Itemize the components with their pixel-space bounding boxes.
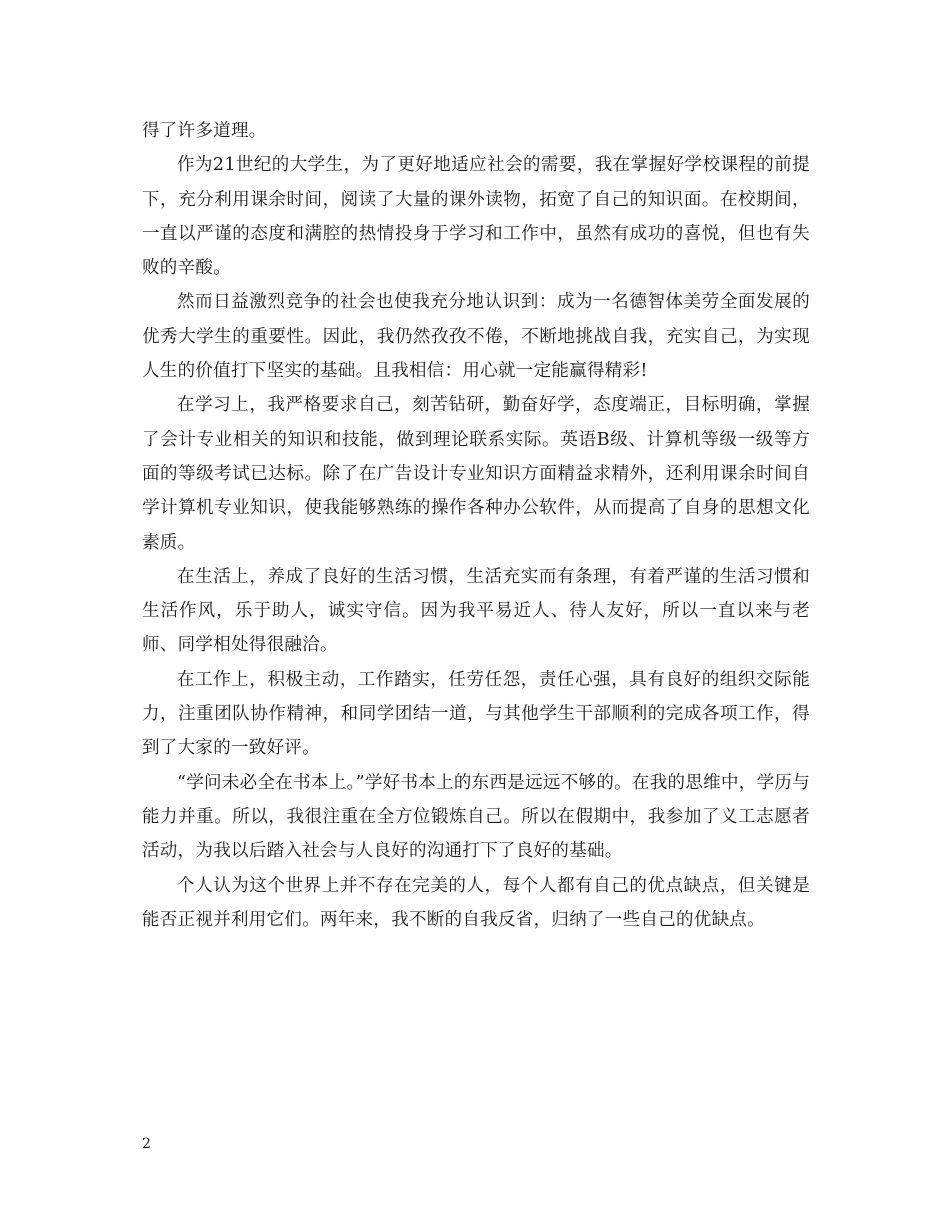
page-number: 2: [142, 1136, 151, 1152]
paragraph-continuation: 得了许多道理。: [142, 121, 267, 141]
paragraph-study: 在学习上，我严格要求自己，刻苦钻研，勤奋好学，态度端正，目标明确，掌握了会计专业相关的知识和技能，做到理论联系实际。英语B级、计算机等级一级等方面的等级考试已达标。除了在广告设计专业知识方面精益求精外，还利用课余时间自学计算机专业知识，使我能够熟练的操作各种办公软件，从而提高了自身的思想文化素质。: [142, 395, 810, 553]
paragraph-society-awareness: 然而日益激烈竞争的社会也使我充分地认识到：成为一名德智体美劳全面发展的优秀大学生的重要性。因此，我仍然孜孜不倦，不断地挑战自我，充实自己，为实现人生的价值打下坚实的基础。且我相信：用心就一定能赢得精彩!: [142, 292, 810, 382]
document-body: [142, 114, 810, 937]
paragraph-work: 在工作上，积极主动，工作踏实，任劳任怨，责任心强，具有良好的组织交际能力，注重团队协作精神，和同学团结一道，与其他学生干部顺利的完成各项工作，得到了大家的一致好评。: [142, 669, 810, 759]
paragraph-practice: “学问未必全在书本上。”学好书本上的东西是远远不够的。在我的思维中，学历与能力并重。所以，我很注重在全方位锻炼自己。所以在假期中，我参加了义工志愿者活动，为我以后踏入社会与人良好的沟通打下了良好的基础。: [142, 772, 810, 862]
paragraph-study-intro: 作为21世纪的大学生，为了更好地适应社会的需要，我在掌握好学校课程的前提下，充分利用课余时间，阅读了大量的课外读物，拓宽了自己的知识面。在校期间，一直以严谨的态度和满腔的热情投身于学习和工作中，虽然有成功的喜悦，但也有失败的辛酸。: [142, 155, 810, 279]
paragraph-self-reflection: 个人认为这个世界上并不存在完美的人，每个人都有自己的优点缺点，但关键是能否正视并利用它们。两年来，我不断的自我反省，归纳了一些自己的优缺点。: [142, 875, 810, 930]
paragraph-life: 在生活上，养成了良好的生活习惯，生活充实而有条理，有着严谨的生活习惯和生活作风，乐于助人，诚实守信。因为我平易近人、待人友好，所以一直以来与老师、同学相处得很融洽。: [142, 566, 810, 656]
